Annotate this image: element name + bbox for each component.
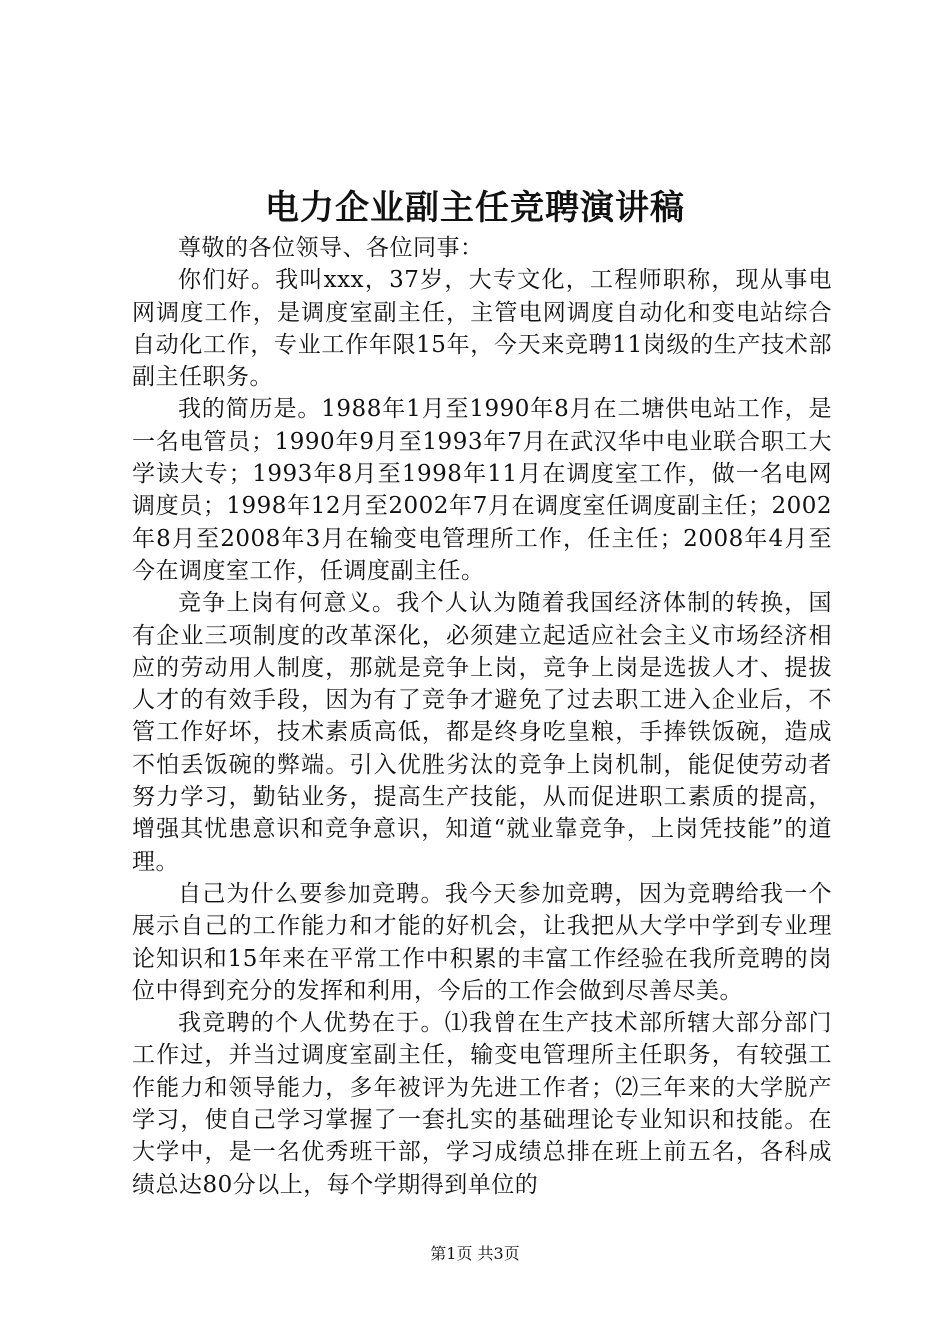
salutation-paragraph: 尊敬的各位领导、各位同事：: [178, 235, 484, 261]
advantages-paragraph: 我竞聘的个人优势在于。⑴我曾在生产技术部所辖大部分部门工作过，并当过调度室副主任，输变电管理所主任职务，有较强工作能力和领导能力，多年被评为先进工作者；⑵三年来的大学脱产学习，使自己学习掌握了一套扎实的基础理论专业知识和技能。在大学中，是一名优秀班干部，学习成绩总排在班上前五名，各科成绩总达80分以上，每个学期得到单位的: [132, 1010, 832, 1198]
document-title: 电力企业副主任竞聘演讲稿: [265, 188, 685, 228]
document-body: [132, 232, 832, 1201]
introduction-paragraph: 你们好。我叫xxx，37岁，大专文化，工程师职称，现从事电网调度工作，是调度室副主任，主管电网调度自动化和变电站综合自动化工作，专业工作年限15年，今天来竞聘11岗级的生产技术部副主任职务。: [132, 267, 832, 391]
page-number-footer: 第1页 共3页: [430, 1244, 520, 1263]
resume-paragraph: 我的简历是。1988年1月至1990年8月在二塘供电站工作，是一名电管员；1990年9月至1993年7月在武汉华中电业联合职工大学读大专；1993年8月至1998年11月在调度室工作，做一名电网调度员；1998年12月至2002年7月在调度室任调度副主任；2002年8月至2008年3月在输变电管理所工作，任主任；2008年4月至今在调度室工作，任调度副主任。: [132, 396, 832, 584]
reason-paragraph: 自己为什么要参加竞聘。我今天参加竞聘，因为竞聘给我一个展示自己的工作能力和才能的好机会，让我把从大学中学到专业理论知识和15年来在平常工作中积累的丰富工作经验在我所竞聘的岗位中得到充分的发挥和利用，今后的工作会做到尽善尽美。: [132, 880, 832, 1004]
competition-meaning-paragraph: 竞争上岗有何意义。我个人认为随着我国经济体制的转换，国有企业三项制度的改革深化，必须建立起适应社会主义市场经济相应的劳动用人制度，那就是竞争上岗，竞争上岗是选拔人才、提拔人才的有效手段，因为有了竞争才避免了过去职工进入企业后，不管工作好坏，技术素质高低，都是终身吃皇粮，手捧铁饭碗，造成不怕丢饭碗的弊端。引入优胜劣汰的竞争上岗机制，能促使劳动者努力学习，勤钻业务，提高生产技能，从而促进职工素质的提高，增强其忧患意识和竞争意识，知道“就业靠竞争，上岗凭技能”的道理。: [132, 590, 832, 875]
